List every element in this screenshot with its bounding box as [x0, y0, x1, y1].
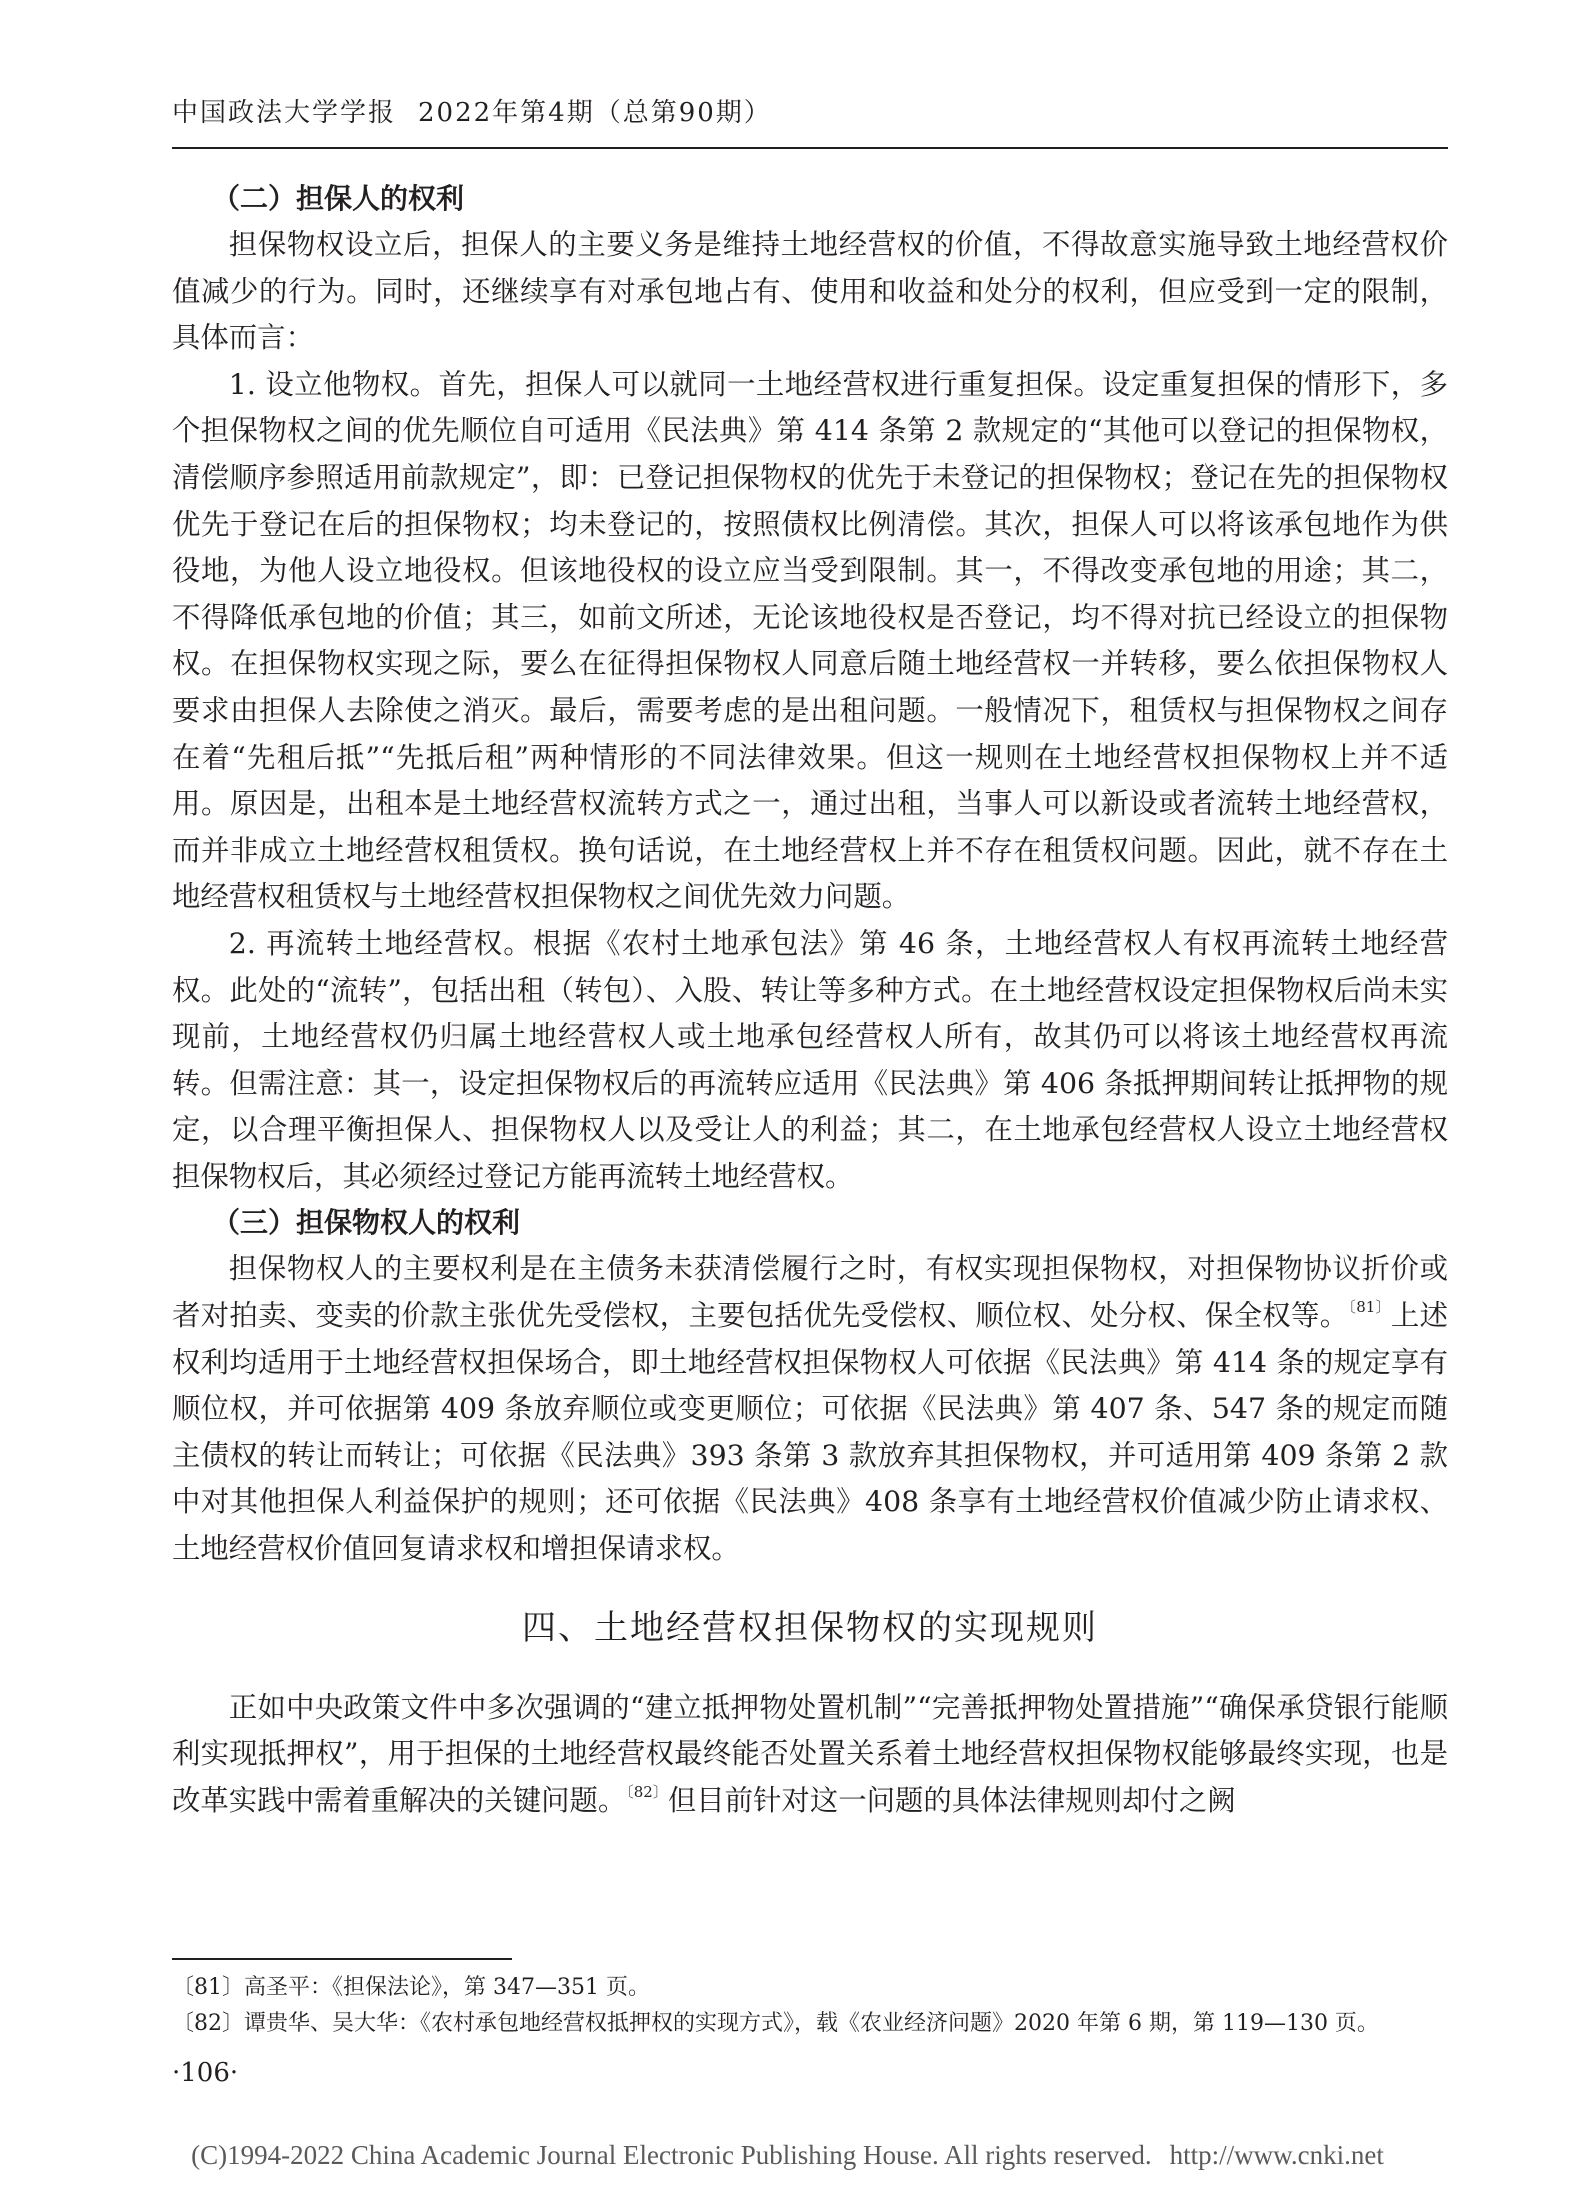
- running-header: [172, 92, 772, 129]
- page-number: ·106·: [172, 2058, 239, 2088]
- subsection-heading-creditor-rights: （三）担保物权人的权利: [212, 1206, 521, 1240]
- article-body: [172, 176, 1448, 1824]
- paragraph-text: 但目前针对这一问题的具体法律规则却付之阙: [667, 1783, 1236, 1817]
- footnote: 〔82〕谭贵华、吴大华：《农村承包地经营权抵押权的实现方式》，载《农业经济问题》2020 年第 6 期，第 119—130 页。: [172, 2011, 1379, 2036]
- paragraph: [172, 1246, 1448, 1572]
- paragraph: [172, 1685, 1448, 1825]
- subsection-heading-guarantor-rights: （二）担保人的权利: [212, 182, 465, 215]
- section-heading: 四、土地经营权担保物权的实现规则: [522, 1607, 1098, 1648]
- copyright-notice: (C)1994-2022 China Academic Journal Electronic Publishing House. All rights reserved.: [191, 2140, 1152, 2170]
- paragraph: 担保物权设立后，担保人的主要义务是维持土地经营权的价值，不得故意实施导致土地经营权价值减少的行为。同时，还继续享有对承包地占有、使用和收益和处分的权利，但应受到一定的限制，具体而言：: [172, 228, 1448, 355]
- footnote-rule: [172, 1958, 512, 1960]
- paragraph: 1. 设立他物权。首先，担保人可以就同一土地经营权进行重复担保。设定重复担保的情形下，多个担保物权之间的优先顺位自可适用《民法典》第 414 条第 2 款规定的“其他可以登记的担保物权，清偿顺序参照适用前款规定”，即：已登记担保物权的优先于未登记的担保物权；登记在先的担保物权优先于登记在后的担保物权；均未登记的，按照债权比例清偿。其次，担保人可以将该承包地作为供役地，为他人设立地役权。但该地役权的设立应当受到限制。其一，不得改变承包地的用途；其二，不得降低承包地的价值；其三，如前文所述，无论该地役权是否登记，均不得对抗已经设立的担保物权。在担保物权实现之际，要么在征得担保物权人同意后随土地经营权一并转移，要么依担保物权人要求由担保人去除使之消灭。最后，需要考虑的是出租问题。一般情况下，租赁权与担保物权之间存在着“先租后抵”“先抵后租”两种情形的不同法律效果。但这一规则在土地经营权担保物权上并不适用。原因是，出租本是土地经营权流转方式之一，通过出租，当事人可以新设或者流转土地经营权，而并非成立土地经营权租赁权。换句话说，在土地经营权上并不存在租赁权问题。因此，就不存在土地经营权租赁权与土地经营权担保物权之间优先效力问题。: [172, 367, 1448, 914]
- footnote-ref[interactable]: 〔82〕: [626, 1782, 668, 1801]
- issue-info: 2022年第4期（总第90期）: [418, 98, 772, 128]
- paragraph-text: 正如中央政策文件中多次强调的“建立抵押物处置机制”“完善抵押物处置措施”“确保承贷银行能顺利实现抵押权”，用于担保的土地经营权最终能否处置关系着土地经营权担保物权能够最终实现，也是改革实践中需着重解决的关键问题。: [172, 1690, 1448, 1817]
- copyright-line: [0, 2140, 1575, 2171]
- header-rule: [172, 147, 1448, 149]
- cnki-link[interactable]: http://www.cnki.net: [1169, 2140, 1384, 2170]
- paragraph-text: 担保物权人的主要权利是在主债务未获清偿履行之时，有权实现担保物权，对担保物协议折价或者对拍卖、变卖的价款主张优先受偿权，主要包括优先受偿权、顺位权、处分权、保全权等。: [172, 1252, 1448, 1333]
- paragraph-text: 上述权利均适用于土地经营权担保场合，即土地经营权担保物权人可依据《民法典》第 414 条的规定享有顺位权，并可依据第 409 条放弃顺位或变更顺位；可依据《民法典》第 407 条、547 条的规定而随主债权的转让而转让；可依据《民法典》393 条第 3 款放弃其担保物权，并可适用第 409 条第 2 款中对其他担保人利益保护的规则；还可依据《民法典》408 条享有土地经营权价值减少防止请求权、土地经营权价值回复请求权和增担保请求权。: [172, 1299, 1448, 1566]
- footnote-ref[interactable]: 〔81〕: [1348, 1298, 1391, 1317]
- footnote: 〔81〕高圣平：《担保法论》，第 347—351 页。: [172, 1975, 650, 2000]
- journal-name: 中国政法大学学报: [172, 98, 397, 128]
- paragraph: 2. 再流转土地经营权。根据《农村土地承包法》第 46 条，土地经营权人有权再流转土地经营权。此处的“流转”，包括出租（转包）、入股、转让等多种方式。在土地经营权设定担保物权后尚未实现前，土地经营权仍归属土地经营权人或土地承包经营权人所有，故其仍可以将该土地经营权再流转。但需注意：其一，设定担保物权后的再流转应适用《民法典》第 406 条抵押期间转让抵押物的规定，以合理平衡担保人、担保物权人以及受让人的利益；其二，在土地承包经营权人设立土地经营权担保物权后，其必须经过登记方能再流转土地经营权。: [172, 926, 1448, 1193]
- footnotes: [172, 1970, 1448, 2042]
